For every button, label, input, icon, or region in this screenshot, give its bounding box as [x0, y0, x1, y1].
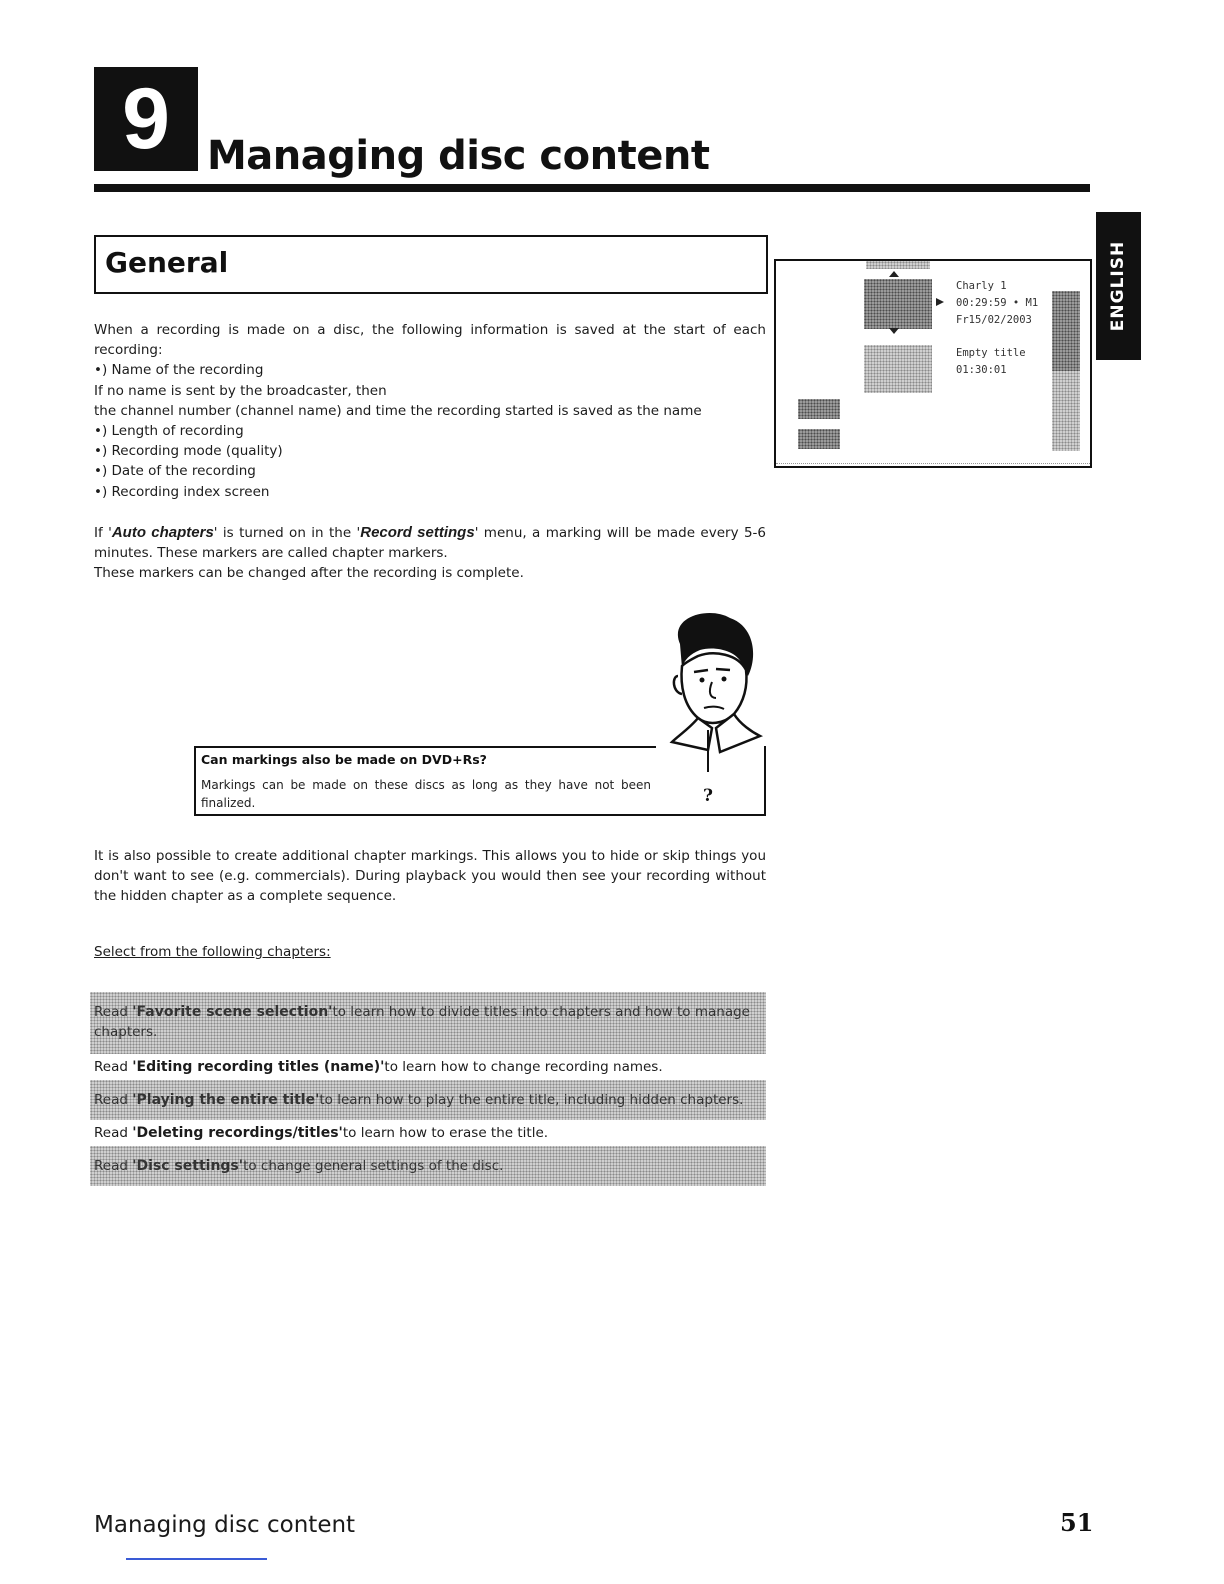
text-fragment: ' menu, a marking will be made every 5-6 minutes. These markers are called chapter markers.	[94, 525, 767, 562]
text-fragment: If '	[94, 525, 112, 541]
text-fragment: to change general settings of the disc.	[243, 1158, 504, 1174]
intro-line-channel: the channel number (channel name) and time the recording started is saved as the name	[94, 402, 702, 419]
link-title: 'Deleting recordings/titles'	[132, 1125, 343, 1141]
text-fragment: Read	[94, 1158, 133, 1174]
section-heading-box	[94, 235, 768, 294]
item1-name: Charly 1	[956, 280, 1007, 292]
footer-rule	[126, 1558, 267, 1560]
screen-bottom-dots	[776, 463, 1090, 465]
text-fragment: Read	[94, 1125, 133, 1141]
intro-paragraph: When a recording is made on a disc, the following information is saved at the start of each recording:	[94, 322, 766, 359]
intro-block	[94, 320, 766, 502]
chapter-number-badge	[94, 67, 198, 171]
arrow-up-icon	[888, 270, 900, 278]
item2-name: Empty title	[956, 347, 1026, 359]
screen-top-bar	[866, 261, 930, 269]
thumbnail-empty	[864, 345, 932, 393]
link-title: 'Favorite scene selection'	[132, 1004, 333, 1020]
small-thumbnail-2	[798, 429, 840, 449]
auto-chapters-paragraph	[94, 523, 766, 563]
scrollbar-thumb	[1052, 291, 1080, 371]
link-favorite-scene[interactable]	[90, 992, 766, 1054]
text-fragment: ' is turned on in the '	[213, 525, 361, 541]
link-playing-title[interactable]	[90, 1080, 766, 1120]
item2-time: 01:30:01	[956, 364, 1007, 376]
link-editing-titles[interactable]	[90, 1057, 766, 1077]
section-heading: General	[105, 246, 229, 279]
arrow-down-icon	[888, 327, 900, 335]
tip-answer: Markings can be made on these discs as long as they have not been finalized.	[201, 778, 651, 810]
intro-bullet-mode: •) Recording mode (quality)	[94, 443, 283, 460]
text-fragment: Read	[94, 1059, 133, 1075]
intro-bullet-date: •) Date of the recording	[94, 463, 256, 480]
page-number: 51	[1060, 1508, 1094, 1537]
small-thumbnail-1	[798, 399, 840, 419]
text-fragment: to learn how to divide titles into chapters and how to manage chapters.	[94, 1004, 750, 1040]
title-rule	[94, 184, 1090, 192]
text-fragment: Read	[94, 1004, 133, 1020]
tip-character-illustration	[650, 606, 770, 776]
play-pointer-icon	[935, 297, 945, 307]
question-mark-icon: ?	[703, 786, 713, 806]
link-title: 'Editing recording titles (name)'	[132, 1059, 385, 1075]
tip-box-bottom-border	[194, 814, 766, 816]
item1-time: 00:29:59 • M1	[956, 297, 1039, 309]
thumbnail-charly	[864, 279, 932, 329]
text-fragment: to learn how to change recording names.	[384, 1059, 663, 1075]
text-fragment: Read	[94, 1092, 133, 1108]
item1-date: Fr15/02/2003	[956, 314, 1032, 326]
disc-index-screen-illustration	[774, 259, 1092, 468]
language-tab	[1096, 212, 1141, 360]
auto-chapters-term: Auto chapters	[111, 524, 214, 541]
link-title: 'Disc settings'	[132, 1158, 244, 1174]
footer-title: Managing disc content	[94, 1512, 356, 1538]
text-fragment: to learn how to erase the title.	[342, 1125, 549, 1141]
text-fragment: to learn how to play the entire title, including hidden chapters.	[319, 1092, 744, 1108]
intro-bullet-name: •) Name of the recording	[94, 362, 264, 379]
link-title: 'Playing the entire title'	[132, 1092, 320, 1108]
language-tab-label: ENGLISH	[1108, 240, 1129, 332]
tip-box-right-border	[764, 746, 766, 816]
intro-line-no-name: If no name is sent by the broadcaster, then	[94, 382, 387, 399]
chapters-block	[94, 523, 766, 584]
extra-paragraph: It is also possible to create additional chapter markings. This allows you to hide or skip things you don't want to see (e.g. commercials). During playback you would then see your recording without the hidden chapter as a complete sequence.	[94, 848, 766, 905]
tip-box-left-border	[194, 746, 196, 816]
chapter-title: Managing disc content	[207, 133, 710, 179]
markers-change-line: These markers can be changed after the recording is complete.	[94, 565, 524, 582]
tip-question: Can markings also be made on DVD+Rs?	[201, 752, 487, 767]
link-disc-settings[interactable]	[90, 1146, 766, 1186]
chapter-number: 9	[122, 71, 170, 167]
intro-bullet-length: •) Length of recording	[94, 423, 244, 440]
link-deleting-recordings[interactable]	[90, 1123, 766, 1143]
links-header: Select from the following chapters:	[94, 944, 331, 960]
intro-bullet-index: •) Recording index screen	[94, 483, 270, 500]
tip-box-top-border	[194, 746, 656, 748]
record-settings-term: Record settings	[360, 524, 475, 541]
